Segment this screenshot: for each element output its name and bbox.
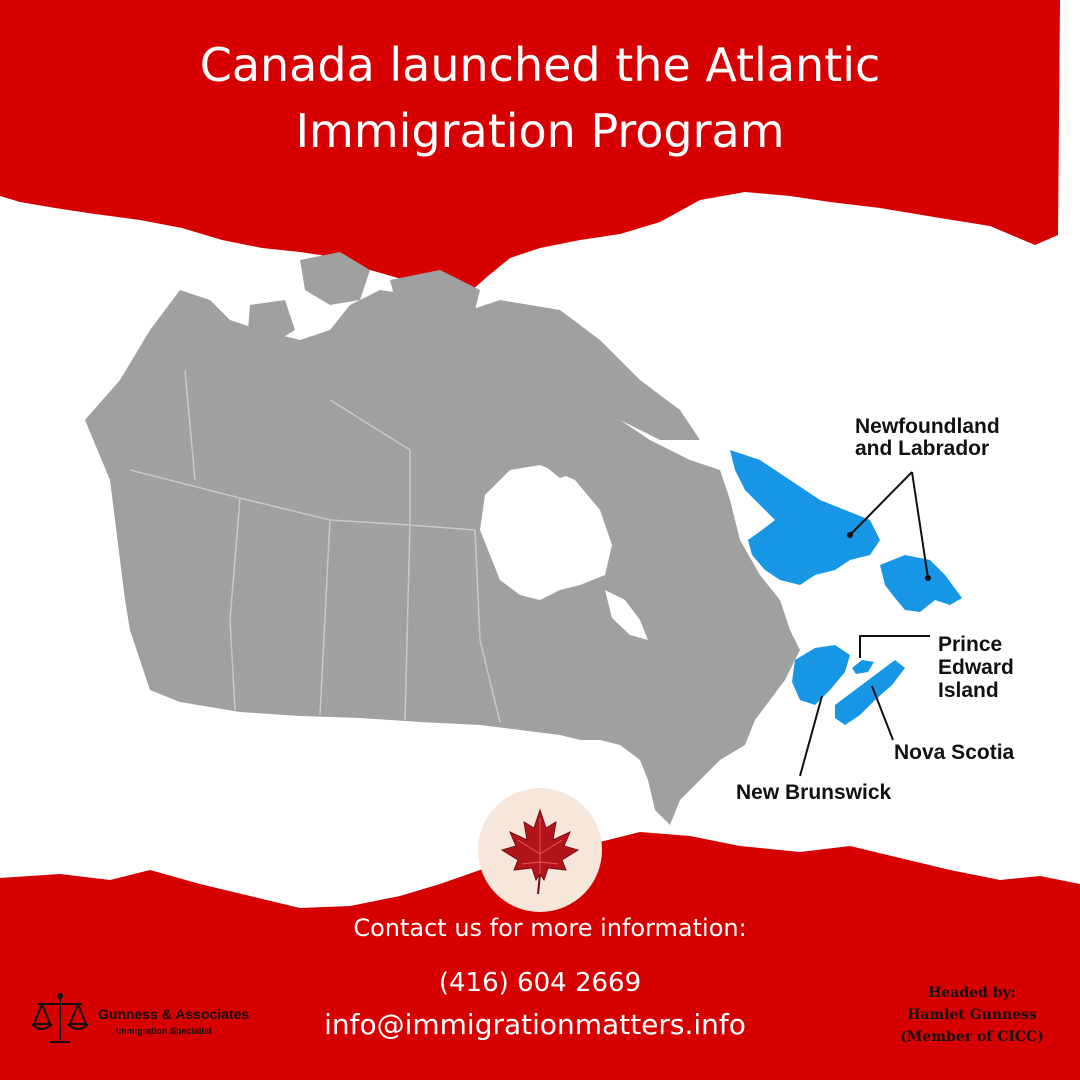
label-new-brunswick: New Brunswick xyxy=(736,781,892,804)
pei-region[interactable] xyxy=(852,660,874,674)
title-line2: Immigration Program xyxy=(295,104,785,158)
headed-by-line1: Headed by: xyxy=(928,985,1016,1001)
headed-by-line3: (Member of CICC) xyxy=(900,1029,1044,1045)
label-newfoundland xyxy=(855,416,1000,460)
headed-by xyxy=(880,982,1064,1048)
scales-of-justice-icon xyxy=(30,990,96,1050)
maple-leaf-icon xyxy=(478,788,602,912)
contact-heading: Contact us for more information: xyxy=(353,914,747,942)
maple-leaf-badge xyxy=(478,788,602,912)
contact-phone[interactable]: (416) 604 2669 xyxy=(438,968,642,998)
label-pei-line2: Edward xyxy=(938,656,1014,679)
labrador-dot xyxy=(847,532,853,538)
company-logo xyxy=(30,990,270,1050)
canada-mainland xyxy=(85,290,800,825)
contact-email[interactable]: info@immigrationmatters.info xyxy=(324,1008,746,1041)
label-pei xyxy=(938,633,1014,702)
headed-by-line2: Hamlet Gunness xyxy=(907,1007,1037,1023)
label-newfoundland-line2: and Labrador xyxy=(855,437,990,460)
label-newfoundland-line1: Newfoundland xyxy=(855,415,1000,438)
arctic-island-1 xyxy=(300,252,370,305)
logo-name: Gunness & Associates xyxy=(98,1006,250,1022)
label-pei-line3: Island xyxy=(938,679,999,702)
newfoundland-island[interactable] xyxy=(880,555,962,612)
label-nova-scotia: Nova Scotia xyxy=(894,741,1015,764)
title-line1: Canada launched the Atlantic xyxy=(199,38,881,92)
page-title xyxy=(0,32,1080,164)
label-pei-line1: Prince xyxy=(938,633,1003,656)
logo-tagline: Immigration Specialist xyxy=(116,1026,213,1036)
newfoundland-dot xyxy=(925,575,931,581)
